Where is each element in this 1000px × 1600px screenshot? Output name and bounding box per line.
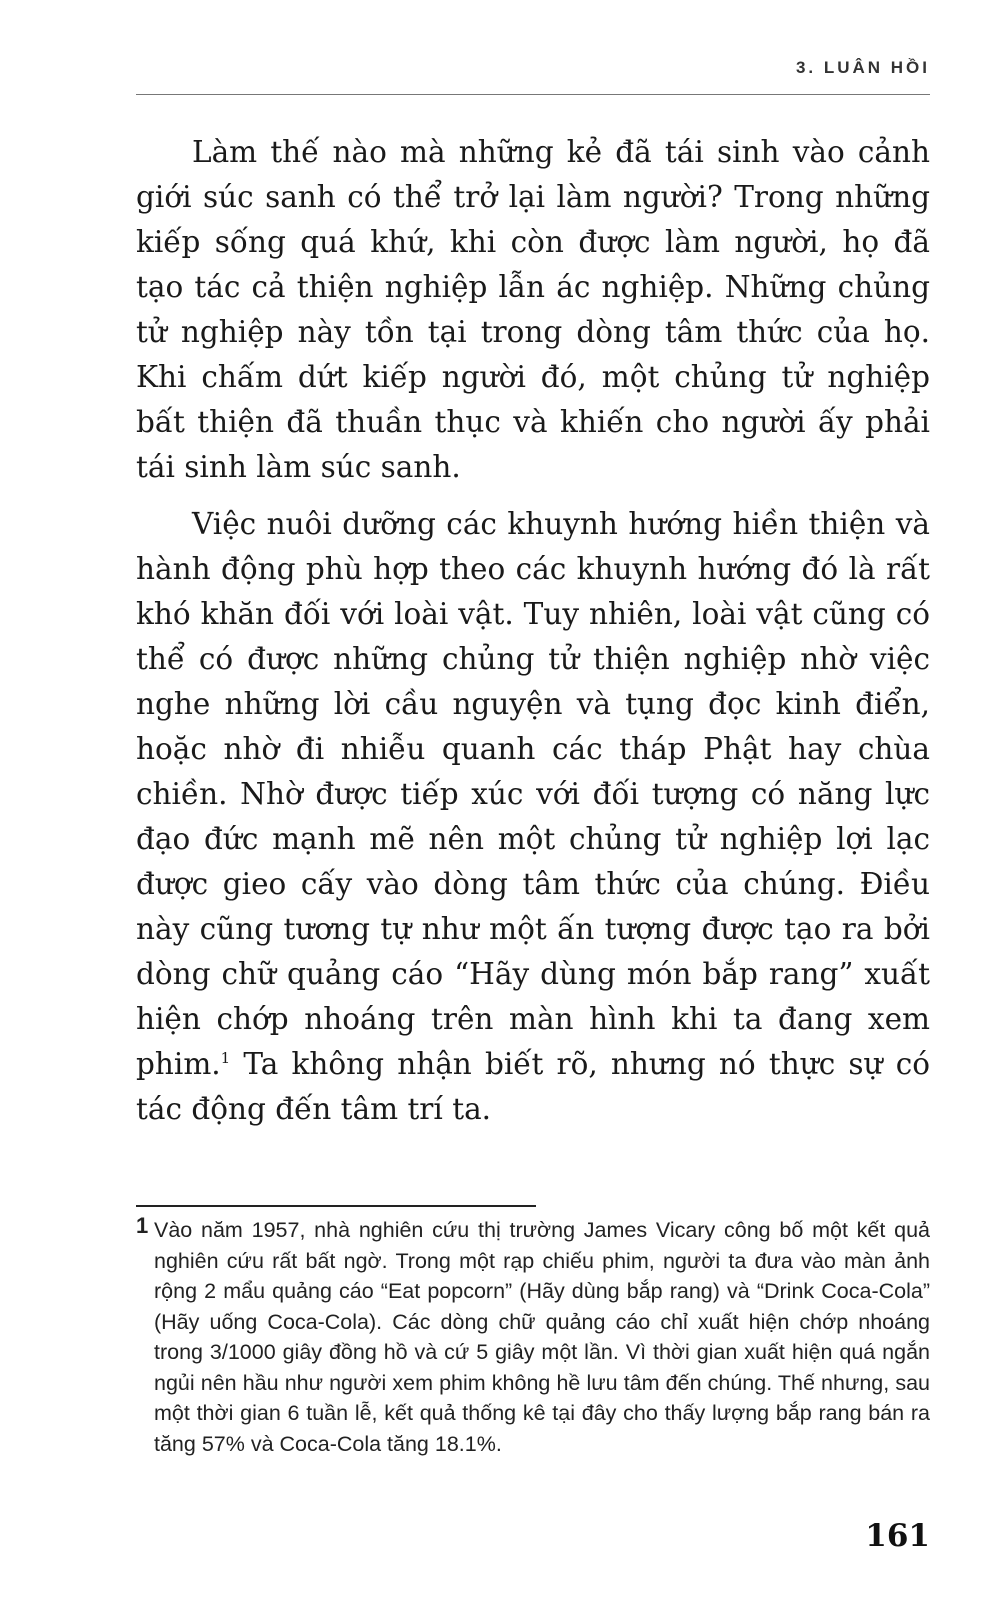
footnote [136, 1215, 930, 1459]
page-number: 161 [865, 1518, 930, 1554]
paragraph-2-part-1: Việc nuôi dưỡng các khuynh hướng hiền thiện và hành động phù hợp theo các khuynh hướng đó là rất khó khăn đối với loài vật. Tuy nhiên, loài vật cũng có thể có được những chủng tử thiện nghiệp nhờ việc nghe những lời cầu nguyện và tụng đọc kinh điển, hoặc nhờ đi nhiễu quanh các tháp Phật hay chùa chiền. Nhờ được tiếp xúc với đối tượng có năng lực đạo đức mạnh mẽ nên một chủng tử nghiệp lợi lạc được gieo cấy vào dòng tâm thức của chúng. Điều này cũng tương tự như một ấn tượng được tạo ra bởi dòng chữ quảng cáo “Hãy dùng món bắp rang” xuất hiện chớp nhoáng trên màn hình khi ta đang xem phim. [136, 507, 930, 1081]
footnote-reference[interactable]: 1 [220, 1049, 231, 1068]
paragraph-2 [136, 502, 930, 1132]
header-rule [136, 94, 930, 95]
body-text [136, 130, 930, 1132]
paragraph-2-part-2: Ta không nhận biết rõ, nhưng nó thực sự có tác động đến tâm trí ta. [136, 1047, 930, 1126]
running-header: 3. LUÂN HỒI [795, 58, 930, 77]
footnote-number: 1 [136, 1213, 149, 1238]
paragraph-1: Làm thế nào mà những kẻ đã tái sinh vào cảnh giới súc sanh có thể trở lại làm người? Trong những kiếp sống quá khứ, khi còn được làm người, họ đã tạo tác cả thiện nghiệp lẫn ác nghiệp. Những chủng tử nghiệp này tồn tại trong dòng tâm thức của họ. Khi chấm dứt kiếp người đó, một chủng tử nghiệp bất thiện đã thuần thục và khiến cho người ấy phải tái sinh làm súc sanh. [136, 135, 930, 484]
footnote-separator [136, 1205, 536, 1207]
footnote-text: Vào năm 1957, nhà nghiên cứu thị trường James Vicary công bố một kết quả nghiên cứu rất bất ngờ. Trong một rạp chiếu phim, người ta đưa vào màn ảnh rộng 2 mẩu quảng cáo “Eat popcorn” (Hãy dùng bắp rang) và “Drink Coca-Cola” (Hãy uống Coca-Cola). Các dòng chữ quảng cáo chỉ xuất hiện chớp nhoáng trong 3/1000 giây đồng hồ và cứ 5 giây một lần. Vì thời gian xuất hiện quá ngắn ngủi nên hầu như người xem phim không hề lưu tâm đến chúng. Thế nhưng, sau một thời gian 6 tuần lễ, kết quả thống kê tại đây cho thấy lượng bắp rang bán ra tăng 57% và Coca-Cola tăng 18.1%. [154, 1218, 930, 1456]
